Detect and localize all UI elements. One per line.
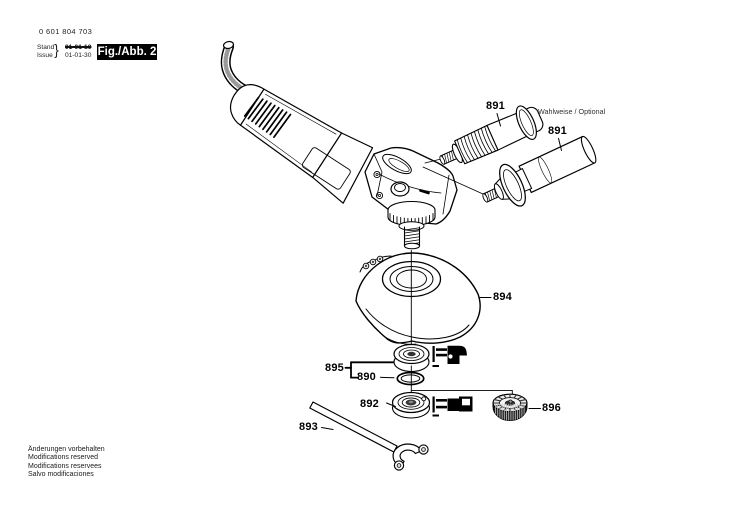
quick-clamping-nut [493, 394, 527, 421]
stand-issue-brace: } [54, 42, 59, 59]
part-ref-894: 894 [493, 291, 512, 303]
footer-notice [28, 446, 105, 479]
wheel-guard [356, 253, 480, 344]
part-ref-893: 893 [299, 421, 318, 433]
revision-date: 01-01-30 [65, 51, 92, 59]
part-ref-892: 892 [360, 397, 379, 410]
part-ref-891-upper: 891 [486, 100, 505, 112]
power-cord-icon [223, 41, 250, 92]
spindle-collar [388, 202, 435, 231]
issue-label: Issue [37, 51, 53, 59]
footer-line: Modifications reserved [28, 454, 99, 462]
figure-badge: Fig./Abb. 2 [97, 46, 157, 58]
o-ring [397, 373, 423, 385]
revision-date-superseded: 01-01-10 [65, 43, 92, 51]
center-axis-lines-lower [411, 366, 512, 400]
stand-label: Stand [37, 44, 55, 51]
spindle-lock-button [391, 182, 409, 196]
footer-line: Salvo modificaciones [28, 470, 94, 478]
footer-line: Modifications reservees [28, 462, 102, 470]
part-ref-891-lower: 891 [548, 125, 567, 137]
type-number: 0 601 804 703 [39, 27, 93, 36]
motor-housing [217, 69, 377, 203]
mounting-pictogram-upper [433, 346, 468, 367]
optional-note: Wahlweise / Optional [538, 107, 606, 116]
part-ref-890: 890 [357, 371, 376, 383]
footer-line: Änderungen vorbehalten [28, 446, 105, 453]
clamping-nut [393, 393, 430, 419]
part-ref-896: 896 [542, 402, 561, 414]
part-ref-895: 895 [325, 361, 344, 374]
mounting-pictogram-lower [433, 397, 473, 417]
